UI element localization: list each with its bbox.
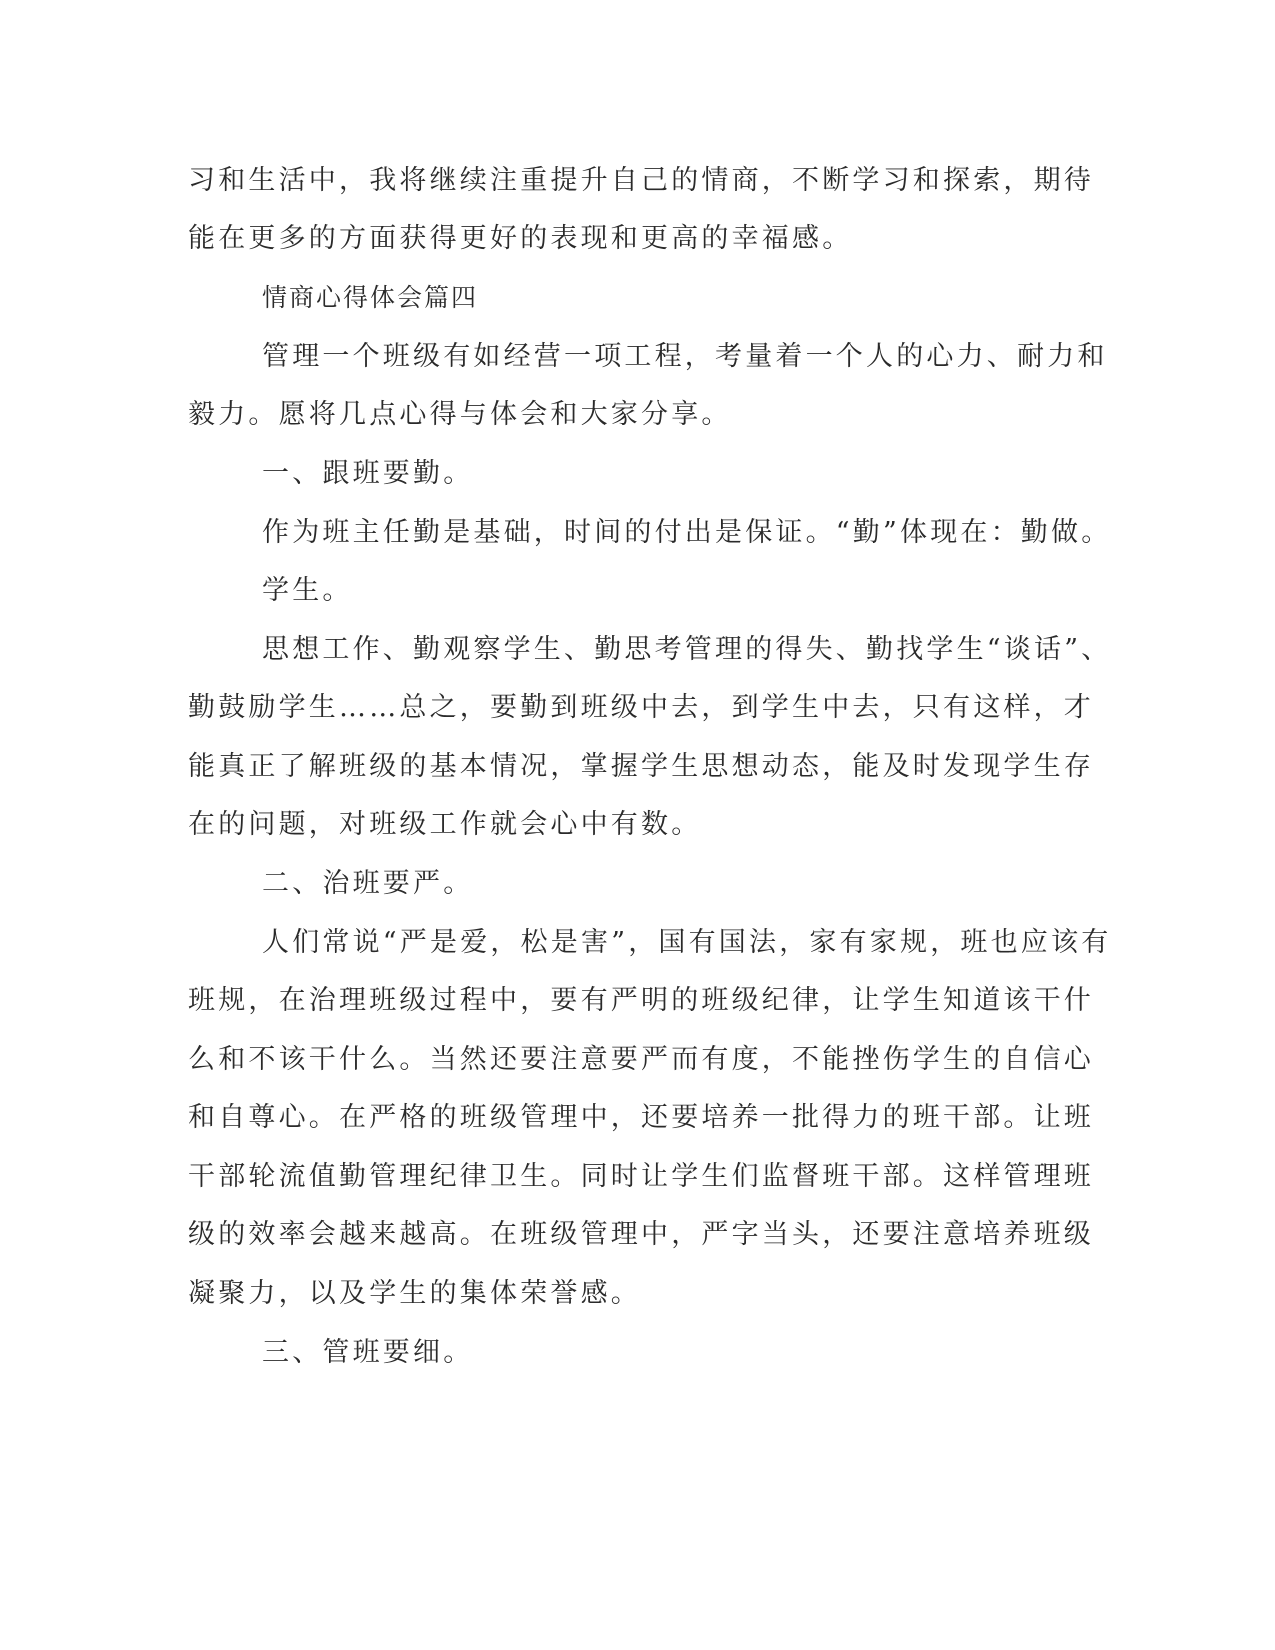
subheading: 一、跟班要勤。 (262, 458, 474, 489)
text-line: 能真正了解班级的基本情况，掌握学生思想动态，能及时发现学生存 (188, 751, 1094, 782)
text-line: 管理一个班级有如经营一项工程，考量着一个人的心力、耐力和 (262, 341, 1108, 372)
text-line: 学生。 (262, 575, 353, 606)
text-line: 人们常说“严是爱，松是害”，国有国法，家有家规，班也应该有 (262, 927, 1112, 958)
section-title: 情商心得体会篇四 (262, 283, 479, 312)
text-line: 级的效率会越来越高。在班级管理中，严字当头，还要注意培养班级 (188, 1219, 1094, 1250)
subheading: 三、管班要细。 (262, 1337, 474, 1368)
text-line: 毅力。愿将几点心得与体会和大家分享。 (188, 399, 732, 430)
text-line: 干部轮流值勤管理纪律卫生。同时让学生们监督班干部。这样管理班 (188, 1161, 1094, 1192)
text-line: 班规，在治理班级过程中，要有严明的班级纪律，让学生知道该干什 (188, 985, 1094, 1016)
subheading: 二、治班要严。 (262, 868, 474, 899)
text-line: 习和生活中，我将继续注重提升自己的情商，不断学习和探索，期待 (188, 165, 1094, 196)
text-line: 作为班主任勤是基础，时间的付出是保证。“勤”体现在：勤做。 (262, 517, 1112, 548)
text-line: 么和不该干什么。当然还要注意要严而有度，不能挫伤学生的自信心 (188, 1044, 1094, 1075)
text-line: 和自尊心。在严格的班级管理中，还要培养一批得力的班干部。让班 (188, 1102, 1094, 1133)
text-line: 勤鼓励学生……总之，要勤到班级中去，到学生中去，只有这样，才 (188, 692, 1094, 723)
text-line: 思想工作、勤观察学生、勤思考管理的得失、勤找学生“谈话”、 (262, 634, 1112, 665)
text-line: 能在更多的方面获得更好的表现和更高的幸福感。 (188, 223, 853, 254)
text-line: 在的问题，对班级工作就会心中有数。 (188, 809, 702, 840)
text-line: 凝聚力，以及学生的集体荣誉感。 (188, 1278, 641, 1309)
